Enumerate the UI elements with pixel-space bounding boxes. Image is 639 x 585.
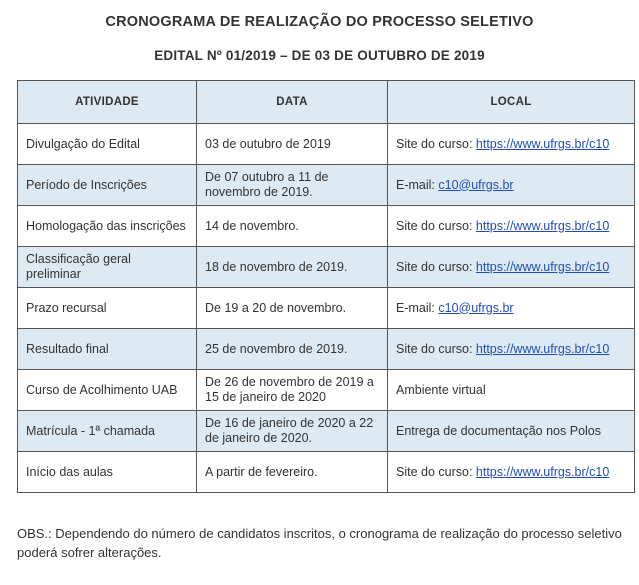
local-link[interactable]: c10@ufrgs.br [438, 177, 514, 192]
cell-atividade: Homologação das inscrições [18, 206, 197, 247]
column-header-data: DATA [197, 81, 388, 124]
cell-atividade: Resultado final [18, 329, 197, 370]
cell-local [388, 452, 635, 493]
column-header-local: LOCAL [388, 81, 635, 124]
cell-data: 25 de novembro de 2019. [197, 329, 388, 370]
table-row [18, 124, 635, 165]
cell-atividade: Período de Inscrições [18, 165, 197, 206]
table-row [18, 165, 635, 206]
cell-data: 14 de novembro. [197, 206, 388, 247]
observation-note: OBS.: Dependendo do número de candidatos inscritos, o cronograma de realização do processo seletivo poderá sofrer alterações. [17, 526, 622, 560]
cell-local [388, 411, 635, 452]
document-title: CRONOGRAMA DE REALIZAÇÃO DO PROCESSO SELETIVO [105, 14, 534, 30]
local-link[interactable]: c10@ufrgs.br [438, 300, 514, 315]
cell-data: De 19 a 20 de novembro. [197, 288, 388, 329]
cell-atividade: Matrícula - 1ª chamada [18, 411, 197, 452]
local-link[interactable]: https://www.ufrgs.br/c10 [475, 259, 610, 274]
cell-local [388, 247, 635, 288]
local-link[interactable]: https://www.ufrgs.br/c10 [475, 218, 610, 233]
cell-local [388, 370, 635, 411]
cell-atividade: Início das aulas [18, 452, 197, 493]
cell-atividade: Classificação geral preliminar [18, 247, 197, 288]
local-text: Entrega de documentação nos Polos [396, 423, 601, 438]
cell-atividade: Prazo recursal [18, 288, 197, 329]
local-text: Ambiente virtual [396, 382, 486, 397]
table-row [18, 411, 635, 452]
cell-data: De 26 de novembro de 2019 a 15 de janeiro de 2020 [197, 370, 388, 411]
table-row [18, 288, 635, 329]
edital-subtitle: EDITAL Nº 01/2019 – DE 03 DE OUTUBRO DE 2019 [154, 48, 485, 63]
table-header-row [18, 81, 635, 124]
cell-local [388, 124, 635, 165]
cell-local [388, 288, 635, 329]
cell-data: 03 de outubro de 2019 [197, 124, 388, 165]
cell-local [388, 206, 635, 247]
cell-data: De 07 outubro a 11 de novembro de 2019. [197, 165, 388, 206]
schedule-table [17, 80, 635, 493]
cell-local [388, 329, 635, 370]
column-header-atividade: ATIVIDADE [18, 81, 197, 124]
table-row [18, 370, 635, 411]
table-row [18, 329, 635, 370]
local-text: Site do curso: [396, 218, 476, 233]
cell-data: De 16 de janeiro de 2020 a 22 de janeiro de 2020. [197, 411, 388, 452]
table-row [18, 206, 635, 247]
cell-data: A partir de fevereiro. [197, 452, 388, 493]
table-row [18, 247, 635, 288]
local-link[interactable]: https://www.ufrgs.br/c10 [475, 136, 610, 151]
local-text: Site do curso: [396, 259, 476, 274]
local-text: Site do curso: [396, 136, 476, 151]
cell-local [388, 165, 635, 206]
local-link[interactable]: https://www.ufrgs.br/c10 [475, 341, 610, 356]
local-text: E-mail: [396, 300, 439, 315]
local-text: Site do curso: [396, 341, 476, 356]
local-link[interactable]: https://www.ufrgs.br/c10 [475, 464, 610, 479]
local-text: Site do curso: [396, 464, 476, 479]
cell-data: 18 de novembro de 2019. [197, 247, 388, 288]
cell-atividade: Divulgação do Edital [18, 124, 197, 165]
table-row [18, 452, 635, 493]
cell-atividade: Curso de Acolhimento UAB [18, 370, 197, 411]
local-text: E-mail: [396, 177, 439, 192]
